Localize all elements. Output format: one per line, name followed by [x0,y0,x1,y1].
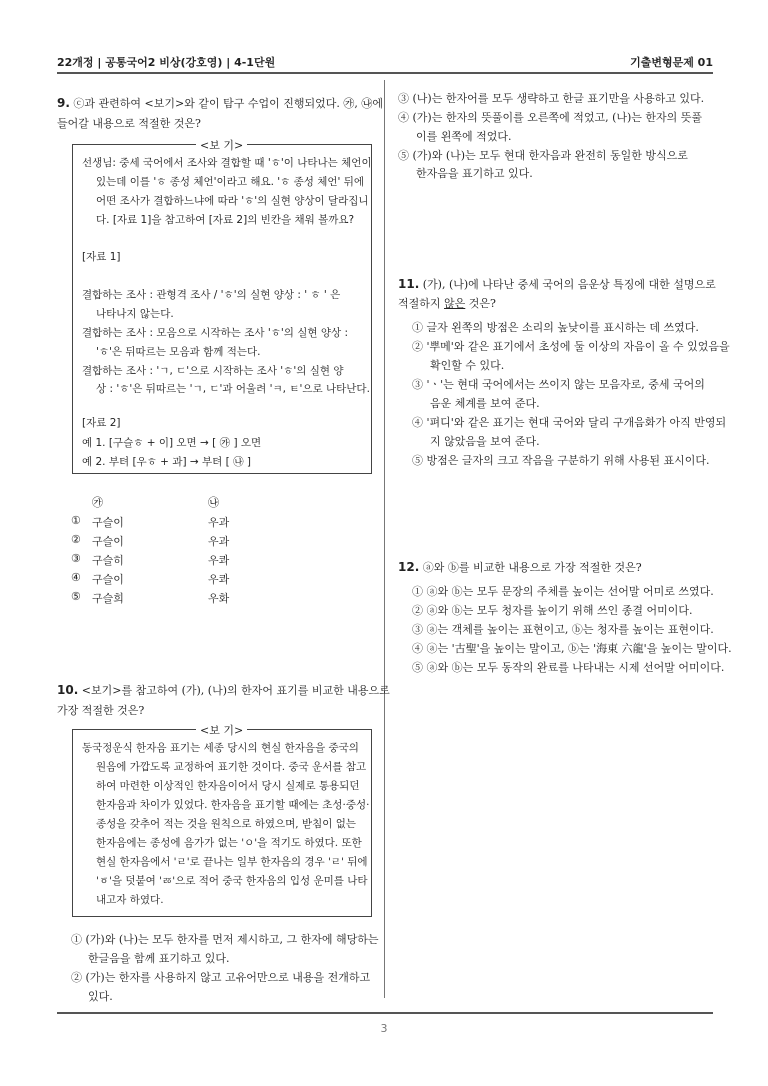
q9-box-line: 'ㅎ'은 뒤따르는 모음과 함께 적는다. [96,346,261,358]
q11-stem-post: 것은? [465,297,496,310]
q11-option-4-cont: 지 않았음을 보여 준다. [430,435,540,448]
q10-bogi-label: <보 기> [196,722,247,738]
q12-option-1[interactable]: ① ⓐ와 ⓑ는 모두 문장의 주체를 높이는 선어말 어미로 쓰였다. [412,585,714,598]
q10-option-2-cont: 있다. [88,990,113,1003]
q9-option-b: 우화 [208,592,230,605]
q10-box-line: 내고자 하였다. [96,894,164,906]
q9-box-line: [자료 1] [82,251,121,263]
page-header [57,52,713,72]
q9-stem-line2: 들어갈 내용으로 적절한 것은? [57,117,201,130]
q9-box-line: 상 : 'ㅎ'은 뒤따르는 'ㄱ, ㄷ'과 어울려 'ㅋ, ㅌ'으로 나타난다. [96,383,370,395]
q9-option-number[interactable]: ③ [71,552,81,565]
q10-box-line: 종성을 갖추어 적는 것을 원칙으로 하였으며, 받침이 없는 [96,818,356,830]
q10-stem-text: <보기>를 참고하여 (가), (나)의 한자어 표기를 비교한 내용으로 [81,684,390,697]
q9-bogi-label: <보 기> [196,137,247,153]
q9-option-b: 우과 [208,535,230,548]
q12-number: 12. [398,560,420,574]
q11-option-3-cont: 음운 체계를 보여 준다. [430,397,540,410]
q10-box-line: 하여 마련한 이상적인 한자음이어서 당시 실제로 통용되던 [96,780,360,792]
q10-option-5[interactable]: ⑤ (가)와 (나)는 모두 현대 한자음과 완전히 동일한 방식으로 [398,149,688,162]
q12-stem [398,560,642,575]
q9-box-line: 결합하는 조사 : 'ㄱ, ㄷ'으로 시작하는 조사 'ㅎ'의 실현 양 [82,365,344,377]
q9-box-line: 결합하는 조사 : 관형격 조사 / 'ㅎ'의 실현 양상 : ' ㅎ ' 은 [82,289,341,301]
q12-stem-text: ⓐ와 ⓑ를 비교한 내용으로 가장 적절한 것은? [422,561,642,574]
q11-option-2[interactable]: ② '뿌메'와 같은 표기에서 초성에 둘 이상의 자음이 올 수 있었음을 [412,340,730,353]
q10-number: 10. [57,683,79,697]
q10-box-line: 원음에 가깝도록 교정하여 표기한 것이다. 중국 운서를 참고 [96,761,367,773]
q12-option-4[interactable]: ④ ⓐ는 '古聖'을 높이는 말이고, ⓑ는 '海東 六龍'을 높이는 말이다. [412,642,732,655]
q9-option-b: 우콰 [208,573,230,586]
q10-stem-line2: 가장 적절한 것은? [57,704,145,717]
q9-option-number[interactable]: ⑤ [71,590,81,603]
q9-option-number[interactable]: ① [71,514,81,527]
q9-box-line: 다. [자료 1]을 참고하여 [자료 2]의 빈칸을 채워 볼까요? [96,214,355,226]
q11-stem-line1 [398,277,716,292]
q9-box-line: 결합하는 조사 : 모음으로 시작하는 조사 'ㅎ'의 실현 양상 : [82,327,349,339]
q11-stem-pre: 적절하지 [398,297,445,310]
q12-option-3[interactable]: ③ ⓐ는 객체를 높이는 표현이고, ⓑ는 청자를 높이는 표현이다. [412,623,714,636]
q9-box-line: 예 2. 부텨 [우ㅎ + 과] → 부텨 [ ㉯ ] [82,456,252,468]
q9-option-b: 우과 [208,516,230,529]
q10-option-4[interactable]: ④ (가)는 한자의 뜻풀이를 오른쪽에 적었고, (나)는 한자의 뜻풀 [398,111,703,124]
q11-stem-underlined: 않은 [444,297,466,310]
q9-option-a: 구슬이 [92,573,124,586]
header-exam-title: 기출변형문제 01 [630,56,713,69]
q9-option-a: 구슬이 [92,535,124,548]
q9-box-line: 나타나지 않는다. [96,308,174,320]
q9-box-line: 예 1. [구슬ㅎ + 이] 오면 → [ ㉮ ] 오면 [82,437,262,449]
q9-box-line: 있는데 이를 'ㅎ 종성 체언'이라고 해요. 'ㅎ 종성 체언' 뒤에 [96,176,365,188]
header-course-info: 22개정 | 공통국어2 비상(강호영) | 4-1단원 [57,56,276,69]
q10-box-line: 한자음에는 종성에 음가가 없는 'ㅇ'을 적기도 하였다. 또한 [96,837,362,849]
column-divider [384,80,385,998]
q11-option-2-cont: 확인할 수 있다. [430,359,505,372]
q9-box-line: 어떤 조사가 결합하느냐에 따라 'ㅎ'의 실현 양상이 달라집니 [96,195,369,207]
q11-option-4[interactable]: ④ '펴디'와 같은 표기는 현대 국어와 달리 구개음화가 아직 반영되 [412,416,727,429]
footer-rule [57,1012,713,1014]
header-rule [57,72,713,74]
page-number: 3 [380,1022,388,1035]
q11-option-3[interactable]: ③ 'ㆍ'는 현대 국어에서는 쓰이지 않는 모음자로, 중세 국어의 [412,378,705,391]
q9-stem-text: ⓒ과 관련하여 <보기>와 같이 탐구 수업이 진행되었다. ㉮, ㉯에 [73,97,383,110]
q12-option-5[interactable]: ⑤ ⓐ와 ⓑ는 모두 동작의 완료를 나타내는 시제 선어말 어미이다. [412,661,725,674]
q11-option-5[interactable]: ⑤ 방점은 글자의 크고 작음을 구분하기 위해 사용된 표시이다. [412,454,710,467]
q9-col-a-header: ㉮ [92,496,103,509]
q10-box-line: 현실 한자음에서 'ㄹ'로 끝나는 일부 한자음의 경우 'ㄹ' 뒤에 [96,856,368,868]
q10-stem-line1 [57,683,390,698]
q9-box-line: [자료 2] [82,417,121,429]
q9-option-number[interactable]: ② [71,533,81,546]
q9-option-a: 구슬이 [92,516,124,529]
q10-option-1-cont: 한글음을 함께 표기하고 있다. [88,952,230,965]
q10-option-4-cont: 이를 왼쪽에 적었다. [416,130,512,143]
q9-col-b-header: ㉯ [208,496,219,509]
q9-option-number[interactable]: ④ [71,571,81,584]
q10-option-1[interactable]: ① (가)와 (나)는 모두 한자를 먼저 제시하고, 그 한자에 해당하는 [71,933,379,946]
q11-stem-text: (가), (나)에 나타난 중세 국어의 음운상 특징에 대한 설명으로 [422,278,716,291]
q10-option-2[interactable]: ② (가)는 한자를 사용하지 않고 고유어만으로 내용을 전개하고 [71,971,371,984]
q9-box-line: 선생님: 중세 국어에서 조사와 결합할 때 'ㅎ'이 나타나는 체언이 [82,157,372,169]
q10-box-line: 'ㆆ'을 덧붙여 'ㅭ'으로 적어 중국 한자음의 입성 운미를 나타 [96,875,368,887]
q9-stem-line1 [57,96,383,111]
q11-stem-line2 [398,296,496,311]
q9-option-b: 우콰 [208,554,230,567]
q10-box-line: 한자음과 차이가 있었다. 한자음을 표기할 때에는 초성·중성· [96,799,370,811]
q11-option-1[interactable]: ① 글자 왼쪽의 방점은 소리의 높낮이를 표시하는 데 쓰였다. [412,321,699,334]
q10-box-line: 동국정운식 한자음 표기는 세종 당시의 현실 한자음을 중국의 [82,742,359,754]
q10-option-5-cont: 한자음을 표기하고 있다. [416,167,533,180]
q10-option-3[interactable]: ③ (나)는 한자어를 모두 생략하고 한글 표기만을 사용하고 있다. [398,92,705,105]
q9-option-a: 구슬히 [92,554,124,567]
q9-option-a: 구슬희 [92,592,124,605]
q12-option-2[interactable]: ② ⓐ와 ⓑ는 모두 청자를 높이기 위해 쓰인 종결 어미이다. [412,604,693,617]
q11-number: 11. [398,277,420,291]
q9-number: 9. [57,96,70,110]
